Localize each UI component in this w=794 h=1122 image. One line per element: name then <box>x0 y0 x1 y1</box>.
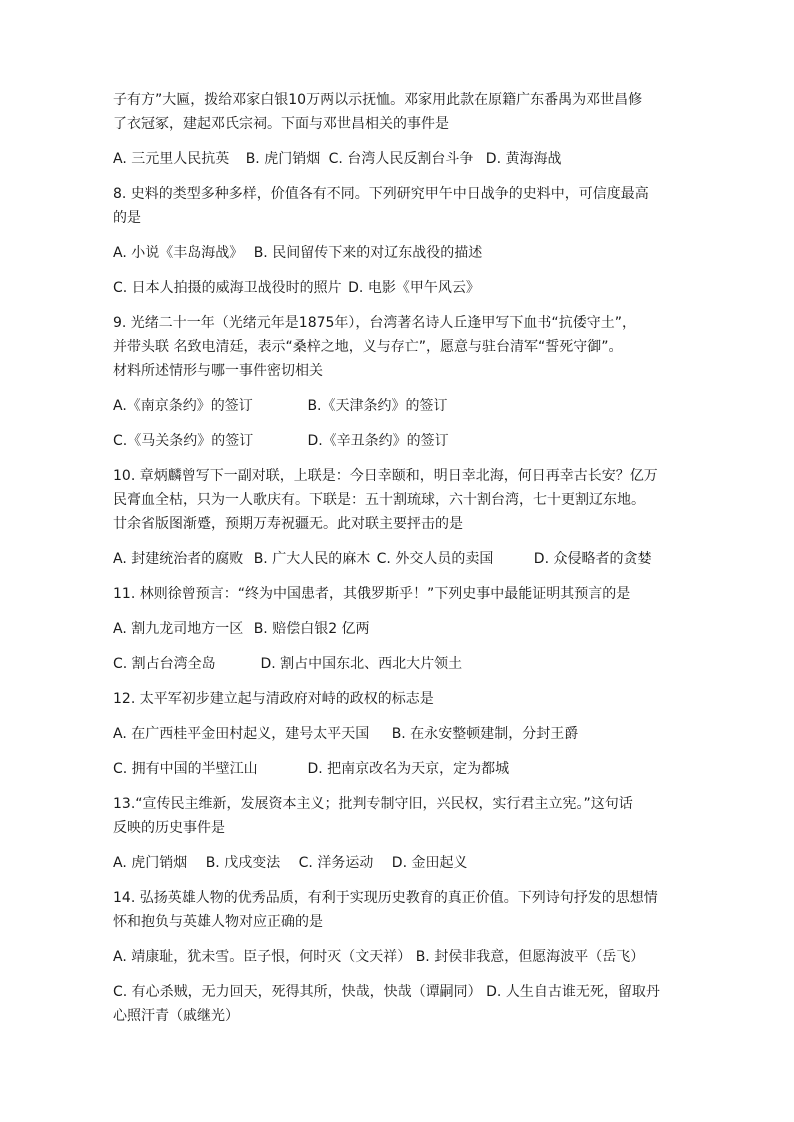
question-text-line: 11. 林则徐曾预言：“终为中国患者，其俄罗斯乎！”下列史事中最能证明其预言的是 <box>113 586 631 602</box>
option-b[interactable]: B. 赔偿白银2 亿两 <box>253 621 370 637</box>
question-11-options-row-2 <box>113 652 683 676</box>
question-text-line: 12. 太平军初步建立起与清政府对峙的政权的标志是 <box>113 691 434 707</box>
option-c[interactable]: C. 拥有中国的半壁江山 <box>113 761 258 777</box>
option-a[interactable]: A. 靖康耻，犹未雪。臣子恨，何时灭（文天祥） <box>113 949 412 965</box>
question-11-options-row-1 <box>113 617 683 641</box>
question-13-options <box>113 851 683 875</box>
question-14-options-row-2 <box>113 980 683 1028</box>
question-text-line: 10. 章炳麟曾写下一副对联，上联是：今日幸颐和，明日幸北海，何日再幸古长安？亿万 <box>113 468 658 484</box>
option-b[interactable]: B. 戊戌变法 <box>205 855 281 871</box>
option-b[interactable]: B. 封侯非我意，但愿海波平（岳飞） <box>415 949 645 965</box>
question-13 <box>113 792 683 840</box>
question-9 <box>113 311 683 383</box>
option-c[interactable]: C. 台湾人民反割台斗争 <box>328 151 474 167</box>
question-14 <box>113 886 683 934</box>
option-d[interactable]: D. 割占中国东北、西北大片领土 <box>260 656 463 672</box>
option-c[interactable]: C. 割占台湾全岛 <box>113 656 216 672</box>
question-7-options <box>113 147 683 171</box>
option-a[interactable]: A. 虎门销烟 <box>113 855 188 871</box>
option-a[interactable]: A. 在广西桂平金田村起义，建号太平天国 <box>113 726 370 742</box>
question-11 <box>113 582 683 606</box>
question-14-options-row-1 <box>113 945 683 969</box>
question-9-options-row-1 <box>113 394 683 418</box>
option-d[interactable]: D.《辛丑条约》的签订 <box>307 433 449 449</box>
question-text-line: 了衣冠冢，建起邓氏宗祠。下面与邓世昌相关的事件是 <box>113 116 449 132</box>
option-b[interactable]: B. 虎门销烟 <box>245 151 321 167</box>
question-7-continuation <box>113 88 683 136</box>
question-text-line: 子有方”大匾，拨给邓家白银10万两以示抚恤。邓家用此款在原籍广东番禺为邓世昌修 <box>113 92 643 108</box>
option-d[interactable]: D. 金田起义 <box>391 855 468 871</box>
question-text-line: 的是 <box>113 210 141 226</box>
question-8 <box>113 182 683 230</box>
question-text-line: 反映的历史事件是 <box>113 820 225 836</box>
option-d[interactable]: D. 黄海海战 <box>485 151 562 167</box>
option-c[interactable]: C. 洋务运动 <box>298 855 374 871</box>
question-12-options-row-2 <box>113 757 683 781</box>
option-a[interactable]: A. 三元里人民抗英 <box>113 151 230 167</box>
option-c[interactable]: C. 有心杀贼，无力回天，死得其所，快哉，快哉（谭嗣同） <box>113 984 482 1000</box>
option-a[interactable]: A.《南京条约》的签订 <box>113 398 253 414</box>
question-text-line: 材料所述情形与哪一事件密切相关 <box>113 363 323 379</box>
exam-page <box>113 88 683 1039</box>
question-12-options-row-1 <box>113 722 683 746</box>
question-12 <box>113 687 683 711</box>
question-9-options-row-2 <box>113 429 683 453</box>
question-text-line: 8. 史料的类型多种多样，价值各有不同。下列研究甲午中日战争的史料中，可信度最高 <box>113 186 649 202</box>
option-b[interactable]: B. 广大人民的麻木 <box>253 551 371 567</box>
option-b[interactable]: B. 在永安整顿建制，分封王爵 <box>391 726 579 742</box>
option-b[interactable]: B. 民间留传下来的对辽东战役的描述 <box>253 245 483 261</box>
question-text-line: 9. 光绪二十一年（光绪元年是1875年），台湾著名诗人丘逢甲写下血书“抗倭守土”， <box>113 315 636 331</box>
question-10 <box>113 464 683 536</box>
option-d-continuation: 心照汗青（戚继光） <box>113 1008 239 1024</box>
question-8-options-row-2 <box>113 276 683 300</box>
question-text-line: 廿余省版图渐蹙，预期万寿祝疆无。此对联主要抨击的是 <box>113 516 463 532</box>
option-c[interactable]: C.《马关条约》的签订 <box>113 433 254 449</box>
question-text-line: 怀和抱负与英雄人物对应正确的是 <box>113 914 323 930</box>
question-text-line: 民膏血全枯，只为一人歌庆有。下联是：五十割琉球，六十割台湾，七十更割辽东地。 <box>113 492 645 508</box>
question-text-line: 并带头联 名致电清廷，表示“桑梓之地，义与存亡”，愿意与驻台清军“誓死守御”。 <box>113 339 623 355</box>
option-a[interactable]: A. 割九龙司地方一区 <box>113 621 244 637</box>
question-text-line: 13.“宣传民主维新，发展资本主义；批判专制守旧，兴民权，实行君主立宪。”这句话 <box>113 796 633 812</box>
question-8-options-row-1 <box>113 241 683 265</box>
option-b[interactable]: B.《天津条约》的签订 <box>307 398 448 414</box>
option-a[interactable]: A. 封建统治者的腐败 <box>113 551 244 567</box>
option-d[interactable]: D. 人生自古谁无死，留取丹 <box>486 984 660 1000</box>
option-c[interactable]: C. 外交人员的卖国 <box>376 551 494 567</box>
option-d[interactable]: D. 众侵略者的贪婪 <box>533 551 652 567</box>
option-c[interactable]: C. 日本人拍摄的威海卫战役时的照片 <box>113 280 342 296</box>
question-10-options <box>113 547 683 571</box>
question-text-line: 14. 弘扬英雄人物的优秀品质，有利于实现历史教育的真正价值。下列诗句抒发的思想情 <box>113 890 658 906</box>
option-d[interactable]: D. 电影《甲午风云》 <box>348 280 480 296</box>
option-d[interactable]: D. 把南京改名为天京，定为都城 <box>307 761 510 777</box>
option-a[interactable]: A. 小说《丰岛海战》 <box>113 245 244 261</box>
